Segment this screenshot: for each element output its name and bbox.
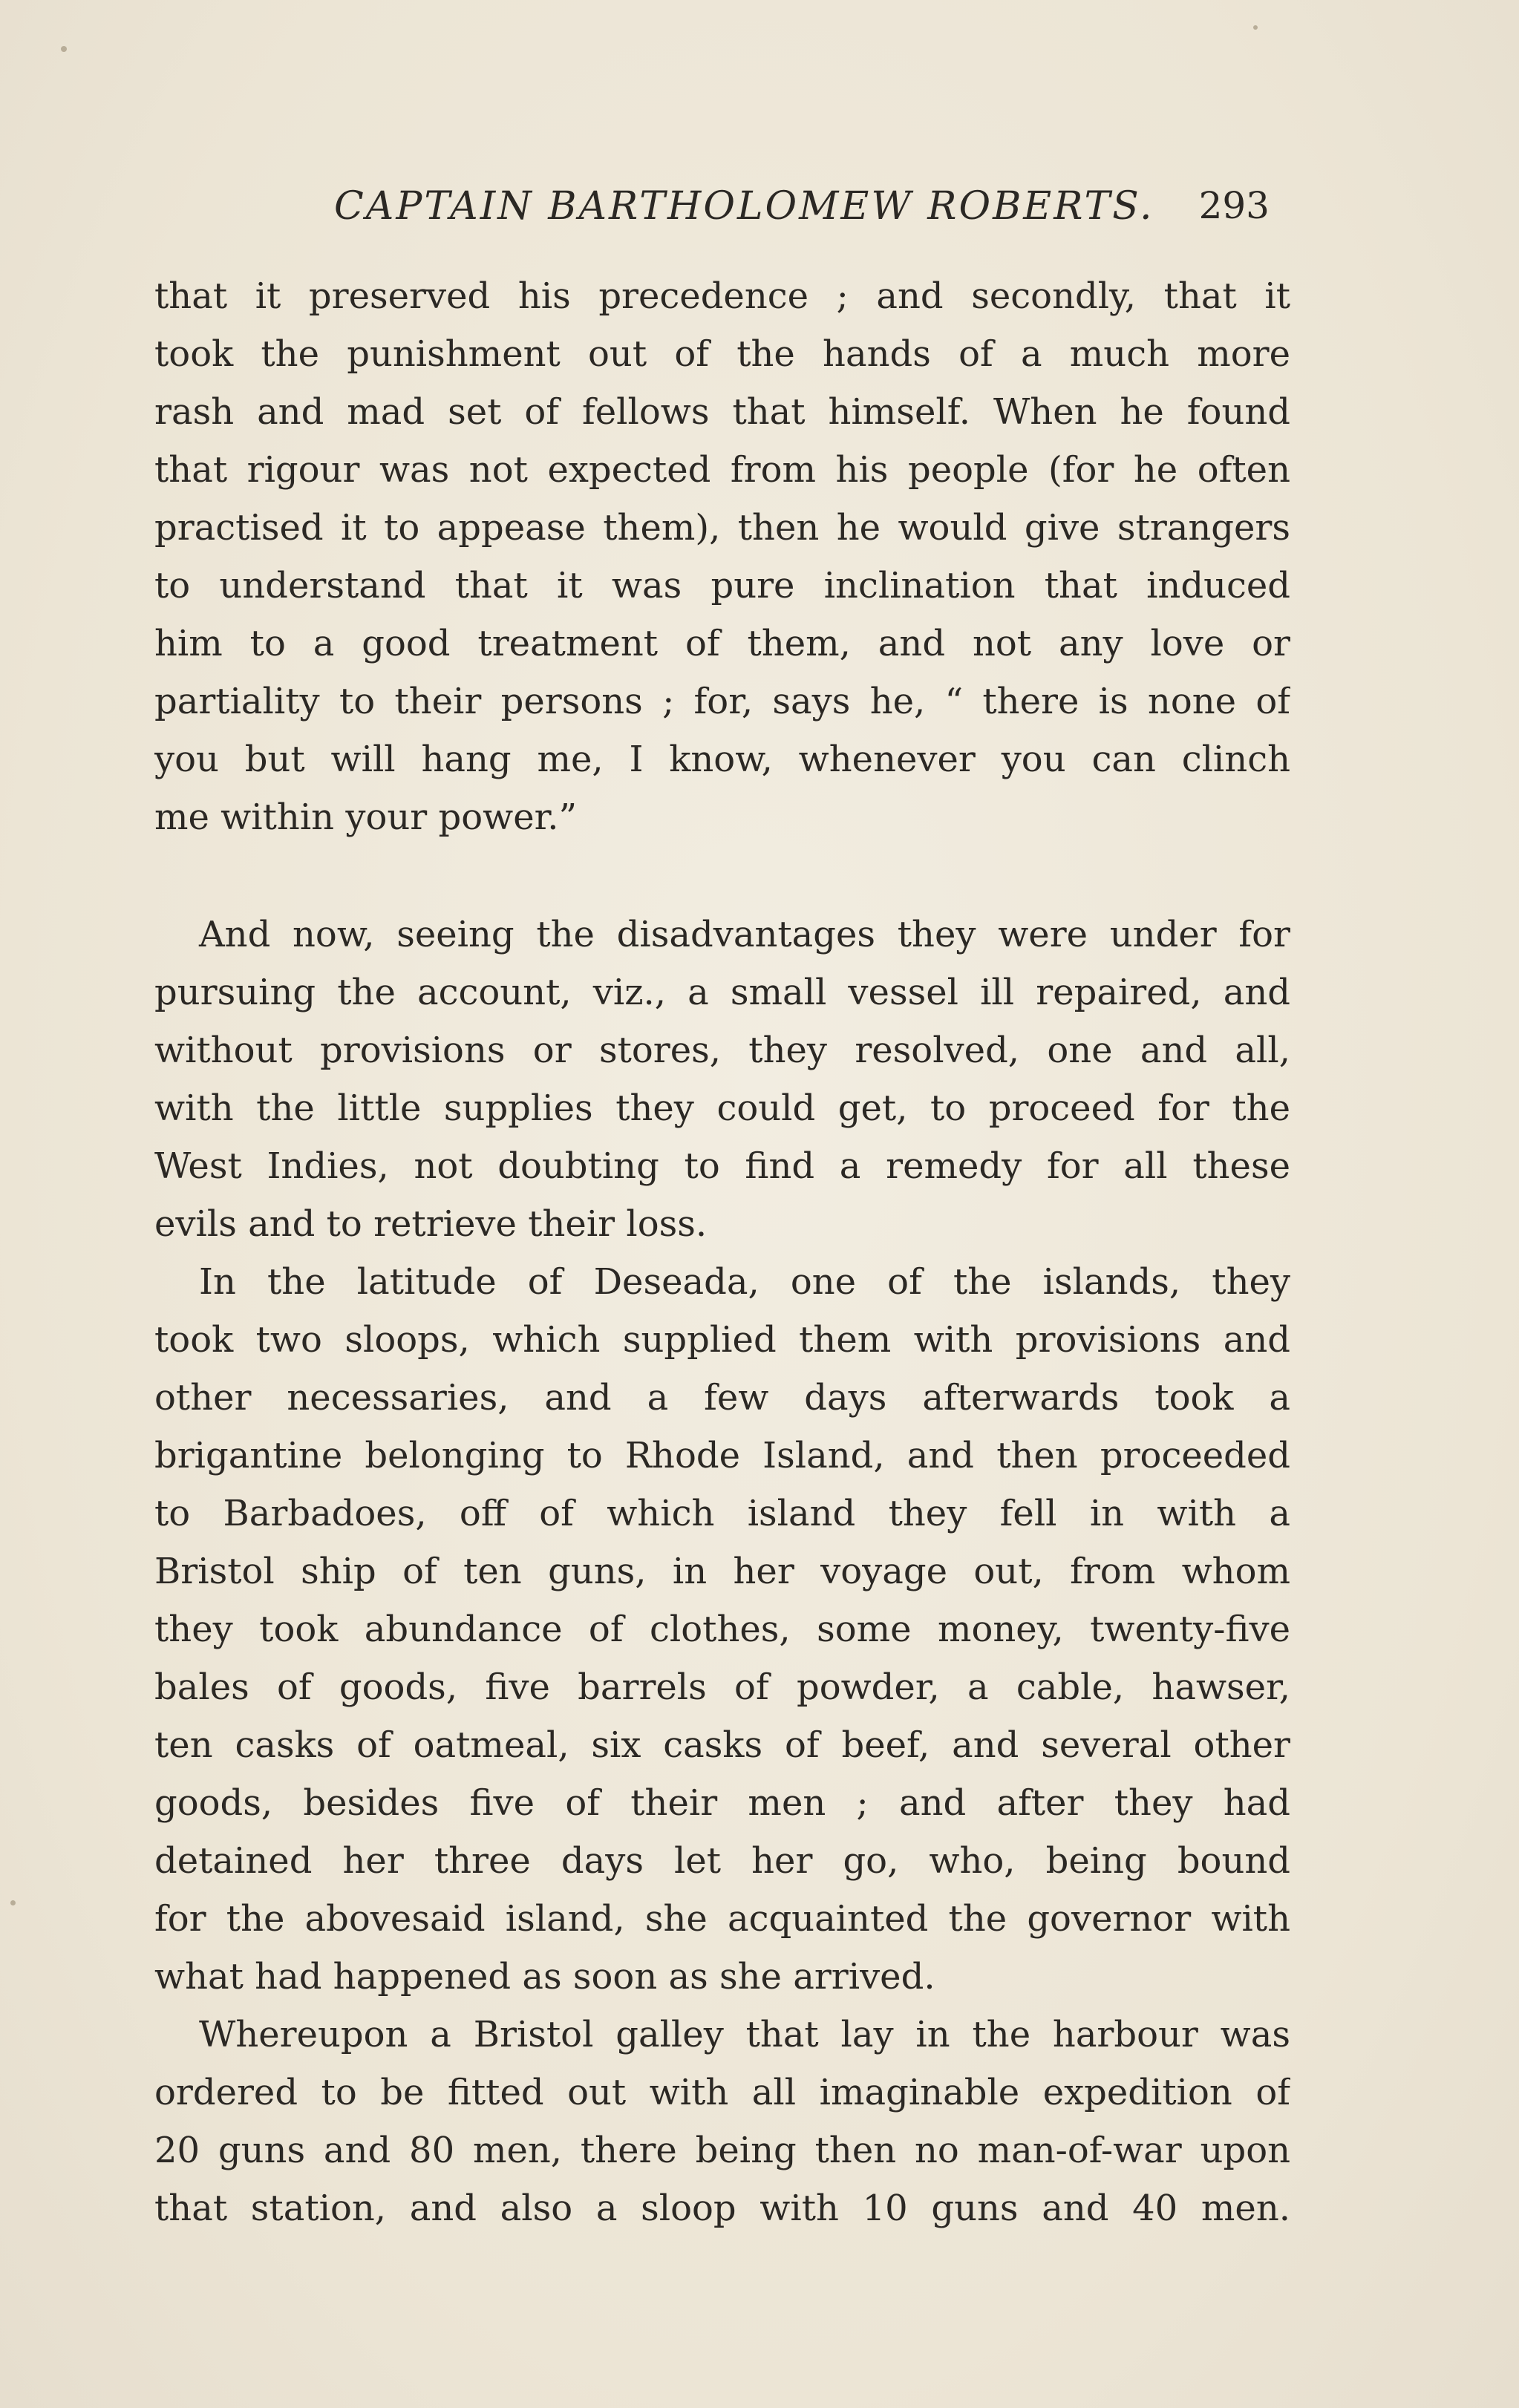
running-head <box>156 184 1270 243</box>
text-line: rash and mad set of fellows that himself. When he found <box>154 391 1290 433</box>
text-line: Whereupon a Bristol galley that lay in the harbour was <box>199 2014 1290 2055</box>
text-line: for the abovesaid island, she acquainted the governor with <box>154 1898 1290 1940</box>
text-line: to understand that it was pure inclination that induced <box>154 565 1290 606</box>
text-line: ten casks of oatmeal, six casks of beef, and several other <box>154 1724 1290 1766</box>
text-line: bales of goods, five barrels of powder, a cable, hawser, <box>154 1666 1290 1708</box>
paragraph <box>154 1253 1290 2006</box>
text-line: without provisions or stores, they resolved, one and all, <box>154 1030 1290 1071</box>
text-line: took the punishment out of the hands of a much more <box>154 333 1290 375</box>
text-line: me within your power.” <box>154 796 578 838</box>
text-line: other necessaries, and a few days afterwards took a <box>154 1377 1290 1419</box>
text-line: took two sloops, which supplied them with provisions and <box>154 1319 1290 1361</box>
text-line: that station, and also a sloop with 10 guns and 40 men. <box>154 2188 1290 2229</box>
text-line: that rigour was not expected from his people (for he often <box>154 449 1290 491</box>
text-line: Bristol ship of ten guns, in her voyage out, from whom <box>154 1551 1290 1592</box>
paragraph <box>154 906 1290 1253</box>
text-line: goods, besides five of their men ; and after they had <box>154 1782 1290 1824</box>
text-line: with the little supplies they could get, to proceed for the <box>154 1087 1290 1129</box>
text-line: brigantine belonging to Rhode Island, and then proceeded <box>154 1435 1290 1476</box>
running-title: CAPTAIN BARTHOLOMEW ROBERTS. <box>334 184 1154 229</box>
text-line: evils and to retrieve their loss. <box>154 1203 708 1245</box>
text-line: what had happened as soon as she arrived. <box>154 1956 935 1998</box>
text-line: West Indies, not doubting to find a remedy for all these <box>154 1145 1290 1187</box>
text-line: practised it to appease them), then he would give strangers <box>154 507 1290 549</box>
paper-speck <box>1253 25 1258 30</box>
paragraph <box>154 267 1290 846</box>
body-text <box>154 267 1290 2237</box>
text-line: they took abundance of clothes, some money, twenty-five <box>154 1609 1290 1650</box>
text-line: In the latitude of Deseada, one of the islands, they <box>199 1261 1290 1303</box>
paper-speck <box>61 46 67 52</box>
text-line: ordered to be fitted out with all imaginable expedition of <box>154 2072 1290 2113</box>
section-break <box>154 846 1290 906</box>
paper-speck <box>10 1900 16 1905</box>
text-line: pursuing the account, viz., a small vessel ill repaired, and <box>154 972 1290 1013</box>
text-line: him to a good treatment of them, and not any love or <box>154 623 1290 664</box>
text-line: detained her three days let her go, who, being bound <box>154 1840 1290 1882</box>
page-number: 293 <box>1198 184 1270 227</box>
text-line: you but will hang me, I know, whenever you can clinch <box>154 739 1290 780</box>
text-line: And now, seeing the disadvantages they were under for <box>199 914 1290 955</box>
text-line: to Barbadoes, off of which island they fell in with a <box>154 1493 1290 1534</box>
text-line: 20 guns and 80 men, there being then no man-of-war upon <box>154 2130 1290 2171</box>
paragraph <box>154 2006 1290 2237</box>
text-line: that it preserved his precedence ; and secondly, that it <box>154 275 1290 317</box>
text-line: partiality to their persons ; for, says he, “ there is none of <box>154 681 1290 722</box>
